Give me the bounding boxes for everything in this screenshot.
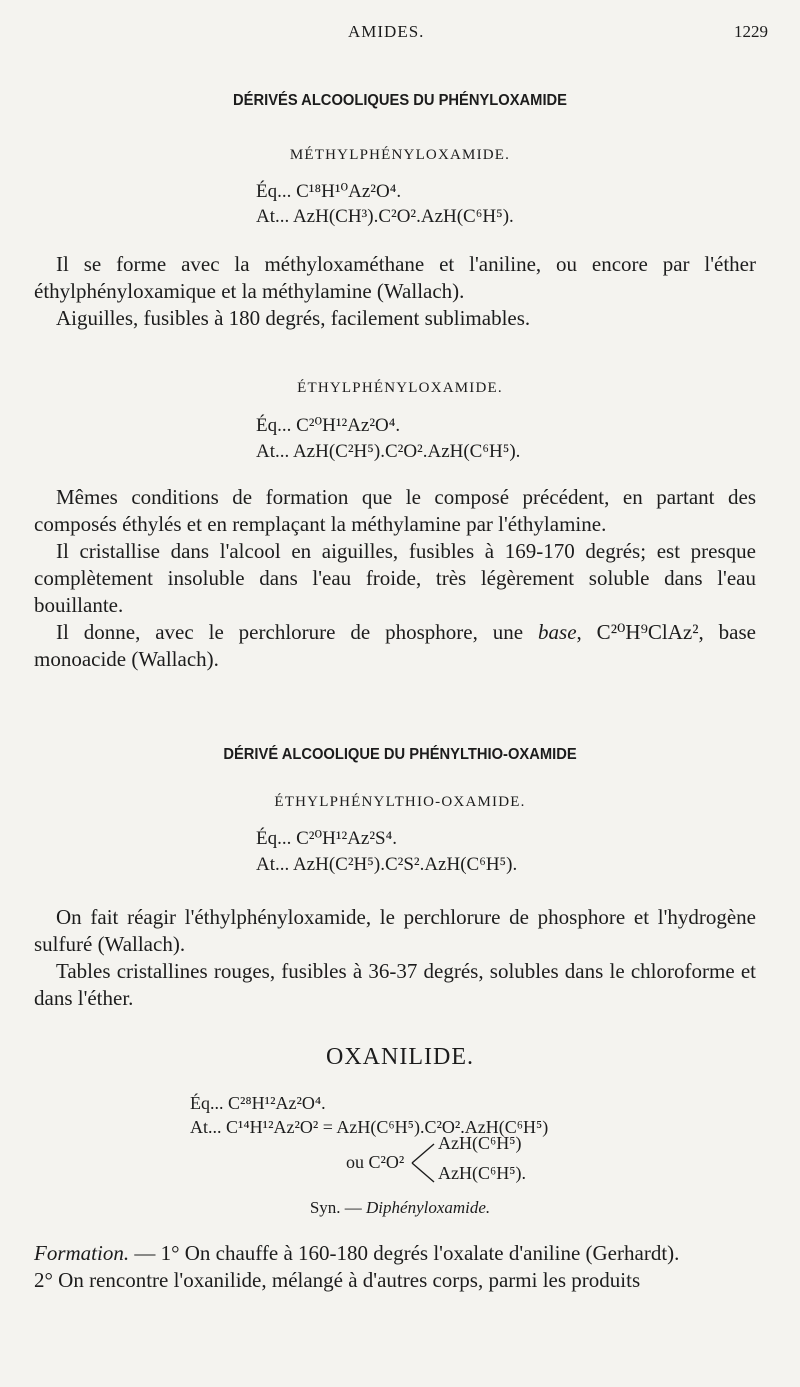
subsection-title-methylphenyloxamide: MÉTHYLPHÉNYLOXAMIDE. bbox=[289, 147, 511, 163]
formula-branch-upper: AzH(C⁶H⁵) bbox=[438, 1133, 522, 1153]
paragraph-text: Tables cristallines rouges, fusibles à 36-37 degrés, solubles dans le chloroforme et dans l'éther. bbox=[34, 959, 756, 1010]
subsection-title-ethylphenyloxamide: ÉTHYLPHÉNYLOXAMIDE. bbox=[297, 380, 503, 396]
paragraph bbox=[34, 251, 756, 332]
paragraph-text: Il se forme avec la méthyloxaméthane et l'aniline, ou encore par l'éther éthylphényloxamique et la méthylamine (Wallach). bbox=[34, 252, 756, 303]
formula-alternative: ou C²O² bbox=[346, 1152, 405, 1172]
paragraph-text bbox=[34, 1240, 756, 1267]
subsection-title-ethylphenylthio-oxamide: ÉTHYLPHÉNYLTHIO-OXAMIDE. bbox=[274, 794, 526, 810]
paragraph-text bbox=[34, 619, 756, 673]
page-number: 1229 bbox=[734, 22, 768, 41]
synonym-label: Syn. — bbox=[309, 1198, 362, 1217]
section-title-phenyloxamide: DÉRIVÉS ALCOOLIQUES DU PHÉNYLOXAMIDE bbox=[233, 92, 567, 109]
emphasis: base bbox=[538, 620, 577, 644]
formula-atomic: At... C¹⁴H¹²Az²O² = AzH(C⁶H⁵).C²O².AzH(C⁶H⁵) bbox=[190, 1117, 549, 1137]
running-header bbox=[0, 22, 800, 46]
section-title-oxanilide: OXANILIDE. bbox=[326, 1044, 474, 1070]
paragraph bbox=[34, 904, 756, 1012]
paragraph-text: Aiguilles, fusibles à 180 degrés, facilement sublimables. bbox=[56, 306, 531, 330]
synonym-line bbox=[0, 1198, 800, 1218]
formula-equivalent: Éq... C²⁰H¹²Az²O⁴. bbox=[256, 415, 401, 436]
formula-equivalent: Éq... C²⁰H¹²Az²S⁴. bbox=[256, 828, 397, 849]
running-title: AMIDES. bbox=[348, 22, 425, 41]
paragraph-text-part: Il donne, avec le perchlorure de phosphore, une bbox=[56, 620, 539, 644]
formula-atomic: At... AzH(CH³).C²O².AzH(C⁶H⁵). bbox=[256, 206, 514, 227]
paragraph-text: Il cristallise dans l'alcool en aiguilles, fusibles à 169-170 degrés; est presque complètement insoluble dans l'eau froide, très légèrement soluble dans l'eau bouillante. bbox=[34, 539, 756, 617]
paragraph-text: On fait réagir l'éthylphényloxamide, le perchlorure de phosphore et l'hydrogène sulfuré (Wallach). bbox=[34, 905, 756, 956]
formula-equivalent: Éq... C¹⁸H¹⁰Az²O⁴. bbox=[256, 181, 402, 202]
formula-equivalent: Éq... C²⁸H¹²Az²O⁴. bbox=[190, 1093, 326, 1113]
paragraph-text: Mêmes conditions de formation que le composé précédent, en partant des composés éthylés et en remplaçant la méthylamine par l'éthylamine. bbox=[34, 485, 756, 536]
paragraph-text-part: — 1° On chauffe à 160-180 degrés l'oxalate d'aniline (Gerhardt). bbox=[129, 1241, 680, 1265]
formula-atomic: At... AzH(C²H⁵).C²O².AzH(C⁶H⁵). bbox=[256, 441, 521, 462]
emphasis: Formation. bbox=[34, 1241, 130, 1265]
section-title-phenylthio-oxamide: DÉRIVÉ ALCOOLIQUE DU PHÉNYLTHIO-OXAMIDE bbox=[223, 746, 577, 763]
formula-branch-lower: AzH(C⁶H⁵). bbox=[438, 1163, 527, 1183]
paragraph-text-part: , C²⁰H⁹ClAz², base monoacide (Wallach). bbox=[34, 620, 756, 671]
synonym-value: Diphényloxamide. bbox=[366, 1198, 491, 1217]
paragraph bbox=[34, 1240, 756, 1294]
paragraph-text: 2° On rencontre l'oxanilide, mélangé à d'autres corps, parmi les produits bbox=[34, 1268, 641, 1292]
paragraph bbox=[34, 484, 756, 673]
formula-branch-lines bbox=[410, 1140, 438, 1186]
formula-atomic: At... AzH(C²H⁵).C²S².AzH(C⁶H⁵). bbox=[256, 854, 518, 875]
